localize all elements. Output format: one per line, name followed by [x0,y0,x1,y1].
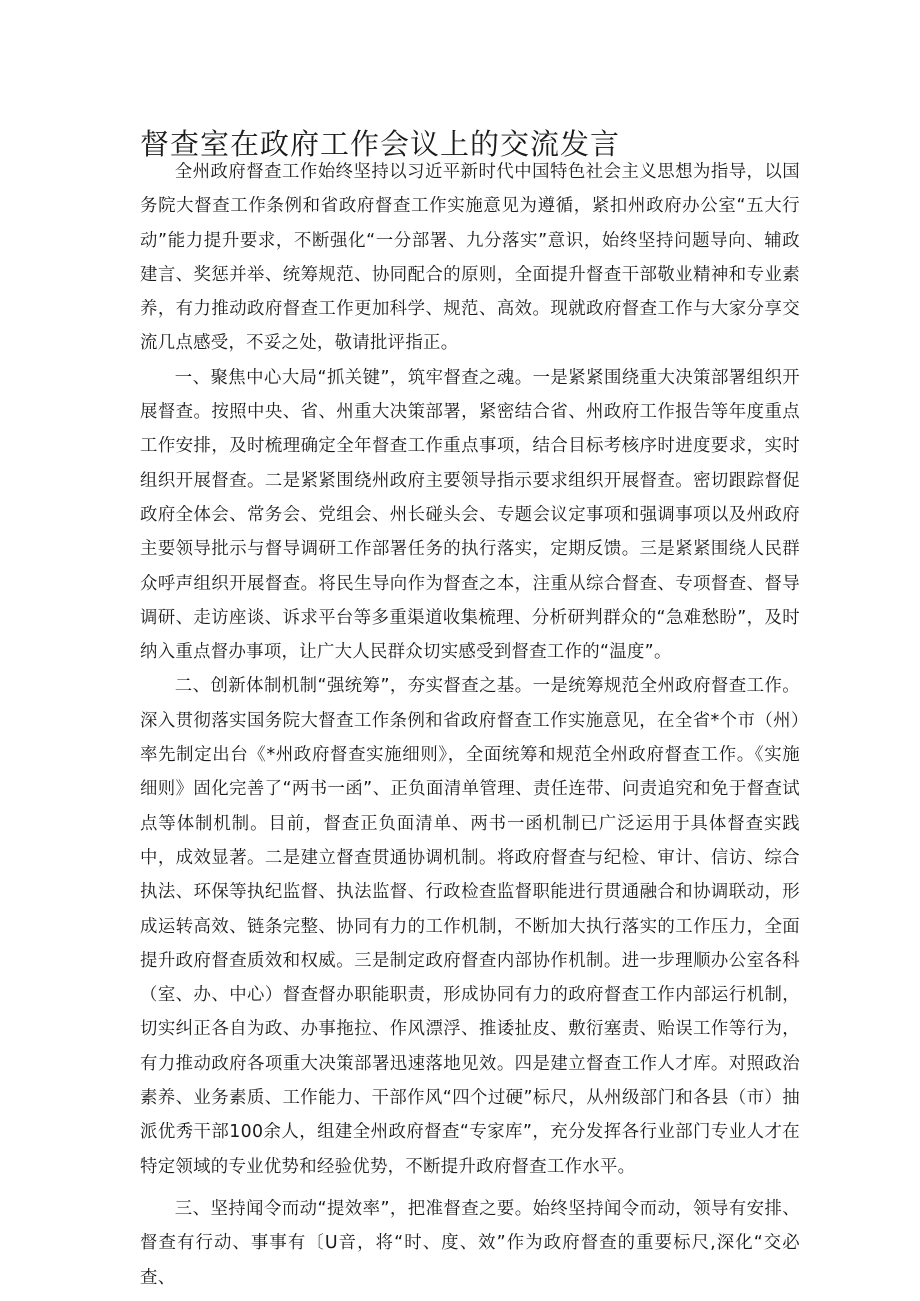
document-title: 督查室在政府工作会议上的交流发言 [140,127,621,161]
paragraph-section-2: 二、创新体制机制“强统筹”，夯实督查之基。一是统筹规范全州政府督查工作。深入贯彻落实国务院大督查工作条例和省政府督查工作实施意见，在全省*个市（州）率先制定出台《*州政府督查实施细则》，全面统筹和规范全州政府督查工作。《实施细则》固化完善了“两书一函”、正负面清单管理、责任连带、问责追究和免于督查试点等体制机制。目前，督查正负面清单、两书一函机制已广泛运用于具体督查实践中，成效显著。二是建立督查贯通协调机制。将政府督查与纪检、审计、信访、综合执法、环保等执纪监督、执法监督、行政检查监督职能进行贯通融合和协调联动，形成运转高效、链条完整、协同有力的工作机制，不断加大执行落实的工作压力，全面提升政府督查质效和权威。三是制定政府督查内部协作机制。进一步理顺办公室各科（室、办、中心）督查督办职能职责，形成协同有力的政府督查工作内部运行机制，切实纠正各自为政、办事拖拉、作风漂浮、推诿扯皮、敷衍塞责、贻误工作等行为，有力推动政府各项重大决策部署迅速落地见效。四是建立督查工作人才库。对照政治素养、业务素质、工作能力、干部作风“四个过硬”标尺，从州级部门和各县（市）抽派优秀干部100余人，组建全州政府督查“专家库”，充分发挥各行业部门专业人才在特定领域的专业优势和经验优势，不断提升政府督查工作水平。 [140,676,800,1177]
paragraph-intro: 全州政府督查工作始终坚持以习近平新时代中国特色社会主义思想为指导，以国务院大督查工作条例和省政府督查工作实施意见为遵循，紧扣州政府办公室“五大行动”能力提升要求，不断强化“一分部署、九分落实”意识，始终坚持问题导向、辅政建言、奖惩并举、统筹规范、协同配合的原则，全面提升督查干部敬业精神和专业素养，有力推动政府督查工作更加科学、规范、高效。现就政府督查工作与大家分享交流几点感受，不妥之处，敬请批评指正。 [140,162,800,354]
paragraph-section-3: 三、坚持闻令而动“提效率”，把准督查之要。始终坚持闻令而动，领导有安排、督查有行动、事事有〔U音，将“时、度、效”作为政府督查的重要标尺,深化“交必查、 [140,1198,800,1288]
document-body [140,155,800,1295]
paragraph-section-1: 一、聚焦中心大局“抓关键”，筑牢督查之魂。一是紧紧围绕重大决策部署组织开展督查。按照中央、省、州重大决策部署，紧密结合省、州政府工作报告等年度重点工作安排，及时梳理确定全年督查工作重点事项，结合目标考核序时进度要求，实时组织开展督查。二是紧紧围绕州政府主要领导指示要求组织开展督查。密切跟踪督促政府全体会、常务会、党组会、州长碰头会、专题会议定事项和强调事项以及州政府主要领导批示与督导调研工作部署任务的执行落实，定期反馈。三是紧紧围绕人民群众呼声组织开展督查。将民生导向作为督查之本，注重从综合督查、专项督查、督导调研、走访座谈、诉求平台等多重渠道收集梳理、分析研判群众的“急难愁盼”，及时纳入重点督办事项，让广大人民群众切实感受到督查工作的“温度”。 [140,367,800,663]
